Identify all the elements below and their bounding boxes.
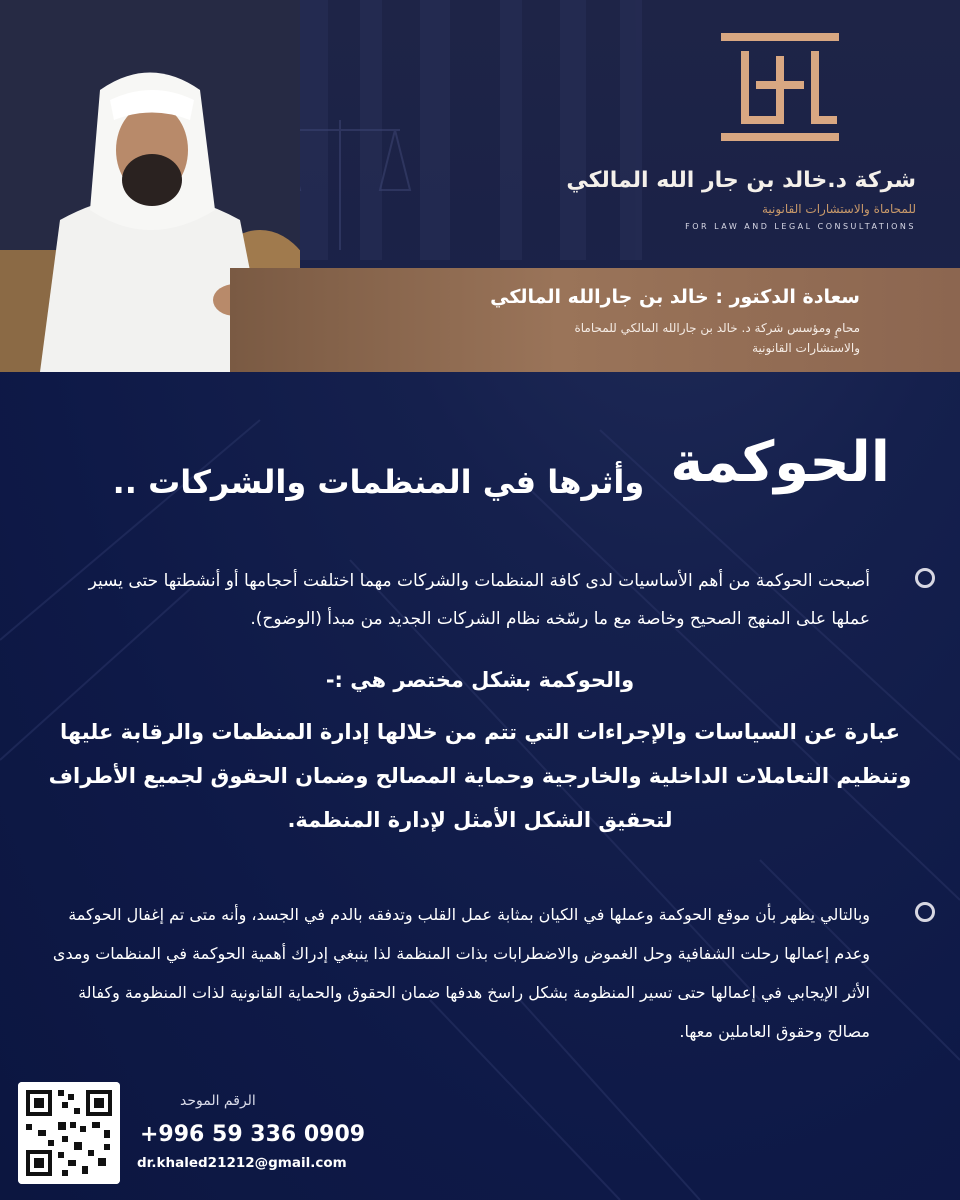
- definition-paragraph: عبارة عن السياسات والإجراءات التي تتم من خلالها إدارة المنظمات والرقابة عليها وتنظيم التعاملات الداخلية والخارجية وحماية المصالح وضمان الحقوق لجميع الأطراف لتحقيق الشكل الأمثل لإدارة المنظمة.: [48, 720, 912, 832]
- bullet-icon: [915, 568, 935, 588]
- company-name: شركة د.خالد بن جار الله المالكي: [566, 168, 916, 193]
- email-address[interactable]: dr.khaled21212@gmail.com: [137, 1155, 347, 1171]
- qr-code-icon[interactable]: [18, 1082, 120, 1184]
- profile-description: محامٍ ومؤسس شركة د. خالد بن جارالله المالكي للمحاماة والاستشارات القانونية: [574, 321, 860, 355]
- company-logo-icon: [715, 25, 845, 150]
- contact-label: الرقم الموحد: [180, 1093, 256, 1109]
- intro-paragraph: أصبحت الحوكمة من أهم الأساسيات لدى كافة المنظمات والشركات مهما اختلفت أحجامها أو أنشطتها حتى يسير عملها على المنهج الصحيح وخاصة مع ما رسّخه نظام الشركات الجديد من مبدأ (الوضوح).: [88, 571, 870, 629]
- company-tagline-en: FOR LAW AND LEGAL CONSULTATIONS: [685, 222, 916, 231]
- conclusion-paragraph: وبالتالي يظهر بأن موقع الحوكمة وعملها في الكيان بمثابة عمل القلب وتدفقه بالدم في الجسد، وأنه متى تم إغفال الحوكمة وعدم إعمالها رحلت الشفافية وحل الغموض والاضطرابات بذات المنظمة لذا ينبغي إدراك أهمية الحوكمة في المنظمات ومدى الأثر الإيجابي في إعمالها حتى تسير المنظومة بشكل راسخ هدفها ضمان الحقوق والحماية القانونية لذات المنظومة وكفالة مصالح وحقوق العاملين معها.: [52, 905, 870, 1041]
- title-main: الحوكمة: [670, 430, 890, 495]
- phone-number[interactable]: +996 59 336 0909: [140, 1122, 366, 1147]
- profile-title: سعادة الدكتور : خالد بن جارالله المالكي: [490, 286, 860, 308]
- title-rest: وأثرها في المنظمات والشركات ..: [112, 463, 645, 501]
- definition-heading: والحوكمة بشكل مختصر هي :-: [325, 668, 635, 692]
- page-title: [112, 430, 890, 501]
- company-tagline-ar: للمحاماة والاستشارات القانونية: [761, 202, 916, 216]
- bullet-icon: [915, 902, 935, 922]
